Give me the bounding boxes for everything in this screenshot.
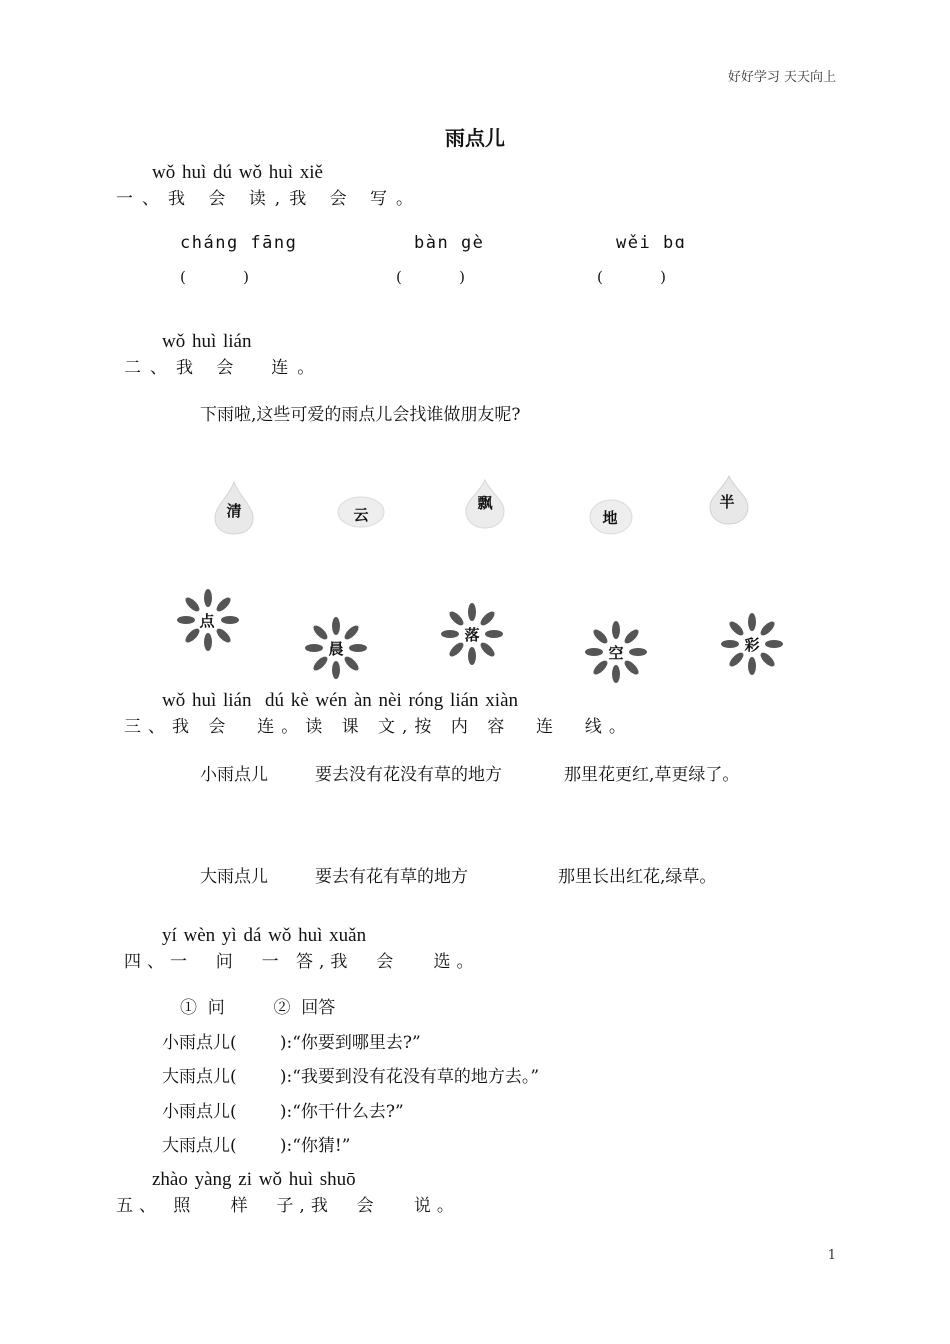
flower-1[interactable] bbox=[176, 550, 240, 671]
flower-5-label: 彩 bbox=[744, 636, 760, 654]
raindrop-4[interactable] bbox=[588, 455, 634, 556]
section2-heading: 二、我 会 连。 bbox=[124, 358, 324, 378]
section1-heading: 一、我 会 读,我 会 写。 bbox=[116, 189, 423, 209]
section3-pinyin: wǒ huì lián dú kè wén àn nèi róng lián xiàn bbox=[162, 690, 519, 711]
raindrop-3[interactable] bbox=[462, 440, 508, 549]
match-row1-result[interactable]: 那里花更红,草更绿了。 bbox=[564, 765, 740, 785]
match-row2-where[interactable]: 要去有花有草的地方 bbox=[315, 867, 468, 887]
raindrop-1-label: 清 bbox=[226, 502, 242, 520]
section2-pinyin: wǒ huì lián bbox=[162, 331, 252, 352]
flower-4-label: 空 bbox=[608, 644, 624, 662]
flower-3-label: 落 bbox=[464, 626, 480, 644]
match-row1-who[interactable]: 小雨点儿 bbox=[200, 765, 268, 785]
dialogue-line-4[interactable]: 大雨点儿( ):“你猜!” bbox=[162, 1136, 351, 1156]
section5-pinyin: zhào yàng zi wǒ huì shuō bbox=[152, 1169, 356, 1190]
word1-pinyin: cháng fāng bbox=[180, 233, 298, 253]
flower-4[interactable] bbox=[584, 582, 648, 703]
word1-answer-blank[interactable]: ( ) bbox=[180, 268, 249, 286]
word3-pinyin: wěi bɑ bbox=[616, 233, 687, 253]
raindrop-5-label: 半 bbox=[719, 493, 735, 511]
raindrop-2[interactable] bbox=[336, 452, 386, 551]
word2-answer-blank[interactable]: ( ) bbox=[396, 268, 465, 286]
word3-answer-blank[interactable]: ( ) bbox=[597, 268, 666, 286]
section5-heading: 五、 照 样 子,我 会 说。 bbox=[116, 1196, 460, 1216]
page-header-slogan: 好好学习 天天向上 bbox=[727, 70, 836, 85]
dialogue-line-2[interactable]: 大雨点儿( ):“我要到没有花没有草的地方去。” bbox=[162, 1067, 540, 1087]
flower-1-label: 点 bbox=[199, 612, 215, 630]
flower-5[interactable] bbox=[720, 574, 784, 695]
raindrop-1[interactable] bbox=[211, 442, 257, 555]
raindrop-5[interactable] bbox=[706, 436, 752, 545]
section1-pinyin: wǒ huì dú wǒ huì xiě bbox=[152, 162, 323, 183]
answer-options: ① 问 ② 回答 bbox=[180, 998, 336, 1018]
dialogue-line-1[interactable]: 小雨点儿( ):“你要到哪里去?” bbox=[162, 1033, 421, 1053]
raindrop-3-label: 飘 bbox=[477, 494, 493, 512]
section4-heading: 四、一 问 一 答,我 会 选。 bbox=[124, 952, 480, 972]
match-row1-where[interactable]: 要去没有花没有草的地方 bbox=[315, 765, 502, 785]
section2-prompt: 下雨啦,这些可爱的雨点儿会找谁做朋友呢? bbox=[200, 405, 521, 425]
flower-3[interactable] bbox=[440, 564, 504, 685]
section3-heading: 三、我 会 连。读 课 文,按 内 容 连 线。 bbox=[124, 717, 633, 737]
dialogue-line-3[interactable]: 小雨点儿( ):“你干什么去?” bbox=[162, 1102, 404, 1122]
section4-pinyin: yí wèn yì dá wǒ huì xuǎn bbox=[162, 925, 367, 946]
page-number: 1 bbox=[827, 1248, 836, 1263]
flower-2-label: 晨 bbox=[328, 640, 344, 658]
page-title: 雨点儿 bbox=[445, 126, 505, 150]
raindrop-4-label: 地 bbox=[602, 509, 618, 527]
flower-2[interactable] bbox=[304, 578, 368, 699]
word2-pinyin: bàn gè bbox=[414, 233, 485, 253]
match-row2-result[interactable]: 那里长出红花,绿草。 bbox=[558, 867, 717, 887]
match-row2-who[interactable]: 大雨点儿 bbox=[200, 867, 268, 887]
raindrop-2-label: 云 bbox=[353, 506, 369, 524]
